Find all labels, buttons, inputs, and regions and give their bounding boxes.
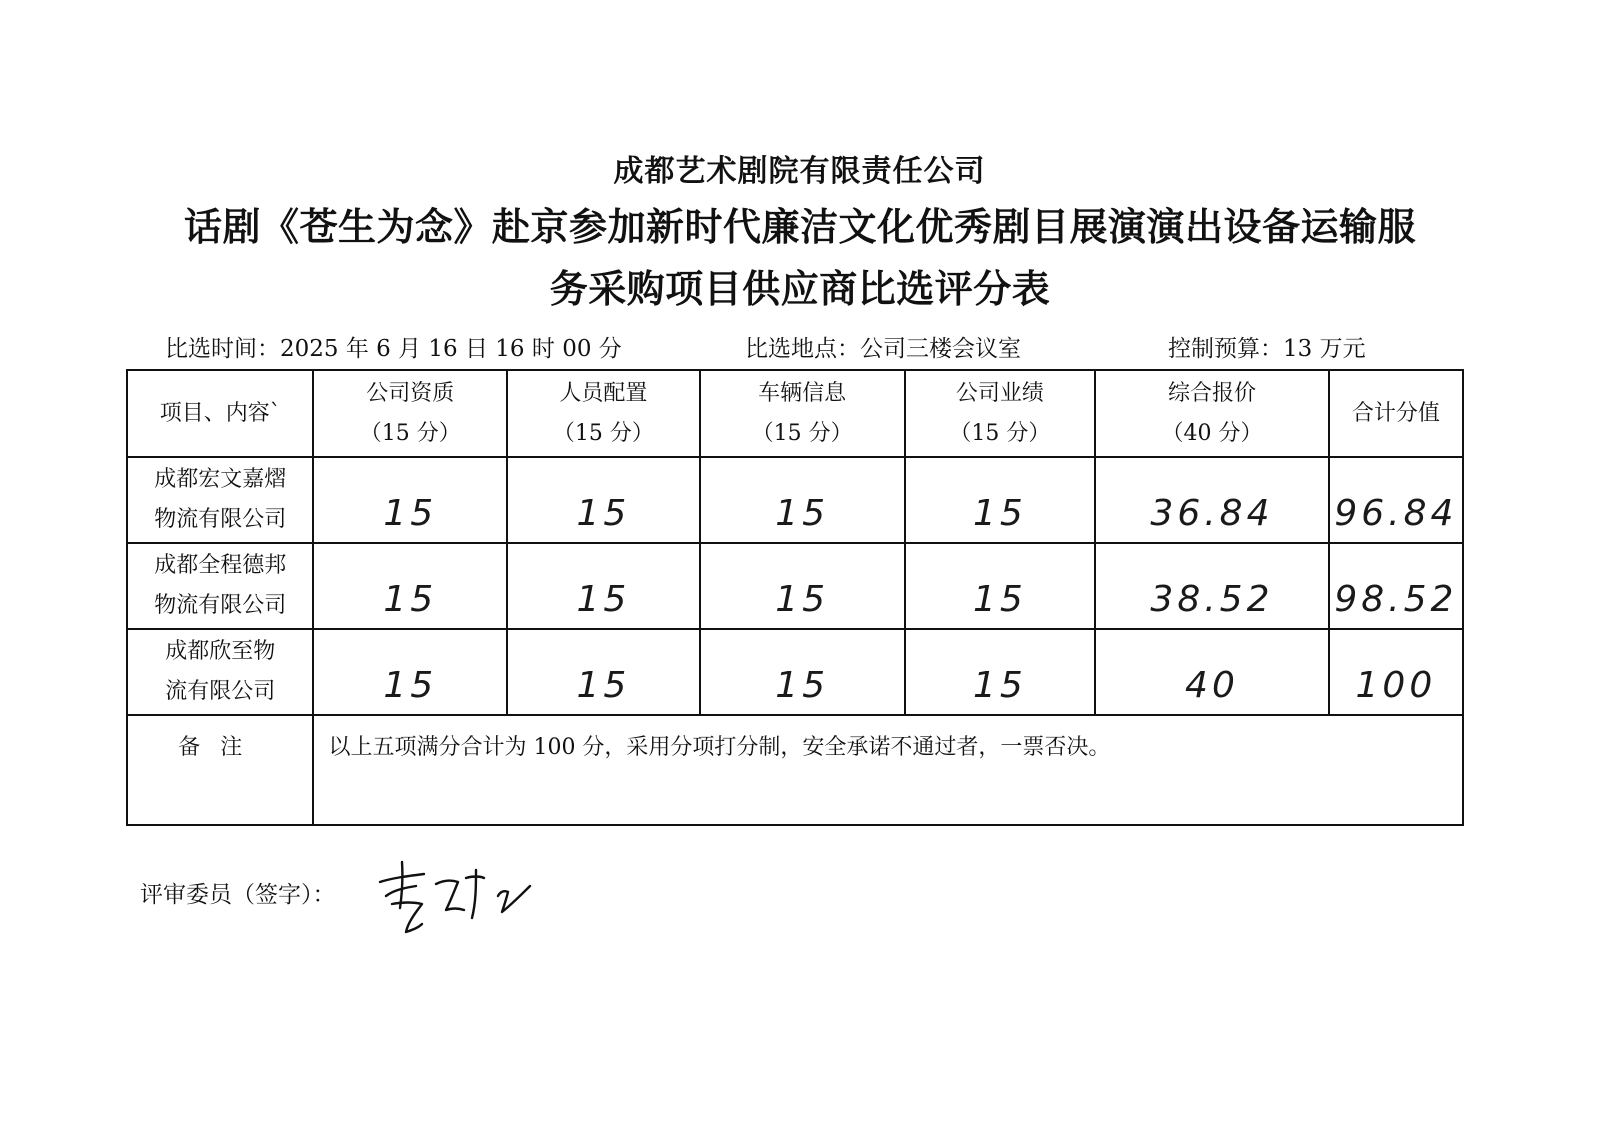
score-cell: 15 [905, 543, 1096, 629]
score-cell: 40 [1095, 629, 1329, 715]
score-cell: 38.52 [1095, 543, 1329, 629]
supplier-name: 成都全程德邦 物流有限公司 [127, 543, 313, 629]
supplier-name: 成都宏文嘉熠 物流有限公司 [127, 457, 313, 543]
remarks-label: 备注 [127, 715, 313, 825]
score-cell: 15 [905, 629, 1096, 715]
column-header: 合计分值 [1329, 370, 1463, 457]
supplier-name: 成都欣至物 流有限公司 [127, 629, 313, 715]
score-cell: 15 [313, 457, 507, 543]
table-row [127, 457, 1463, 543]
score-cell: 36.84 [1095, 457, 1329, 543]
total-cell: 100 [1329, 629, 1463, 715]
score-cell: 15 [905, 457, 1096, 543]
total-cell: 98.52 [1329, 543, 1463, 629]
table-header-row [127, 370, 1463, 457]
score-cell: 15 [700, 543, 905, 629]
control-budget: 控制预算：13 万元 [1168, 336, 1366, 362]
column-header: 综合报价 （40 分） [1095, 370, 1329, 457]
score-cell: 15 [507, 457, 700, 543]
total-cell: 96.84 [1329, 457, 1463, 543]
title-line-2: 务采购项目供应商比选评分表 [549, 267, 1051, 311]
title-line-1: 话剧《苍生为念》赴京参加新时代廉洁文化优秀剧目展演演出设备运输服 [183, 205, 1416, 249]
organization-name: 成都艺术剧院有限责任公司 [613, 154, 986, 189]
scoring-table [126, 369, 1464, 826]
selection-place: 比选地点：公司三楼会议室 [745, 336, 1021, 362]
remarks-text: 以上五项满分合计为 100 分，采用分项打分制，安全承诺不通过者，一票否决。 [313, 715, 1463, 825]
score-cell: 15 [700, 457, 905, 543]
score-cell: 15 [507, 629, 700, 715]
score-cell: 15 [507, 543, 700, 629]
column-header: 公司业绩 （15 分） [905, 370, 1096, 457]
column-header: 公司资质 （15 分） [313, 370, 507, 457]
table-row [127, 629, 1463, 715]
column-header: 人员配置 （15 分） [507, 370, 700, 457]
score-cell: 15 [313, 629, 507, 715]
selection-time: 比选时间：2025 年 6 月 16 日 16 时 00 分 [165, 336, 622, 362]
column-header: 车辆信息 （15 分） [700, 370, 905, 457]
table-row [127, 543, 1463, 629]
reviewer-signature-label: 评审委员（签字）： [140, 882, 336, 908]
remarks-row [127, 715, 1463, 825]
score-cell: 15 [313, 543, 507, 629]
document-title [130, 196, 1470, 320]
column-header: 项目、内容` [127, 370, 313, 457]
handwritten-signature [372, 852, 552, 942]
score-cell: 15 [700, 629, 905, 715]
